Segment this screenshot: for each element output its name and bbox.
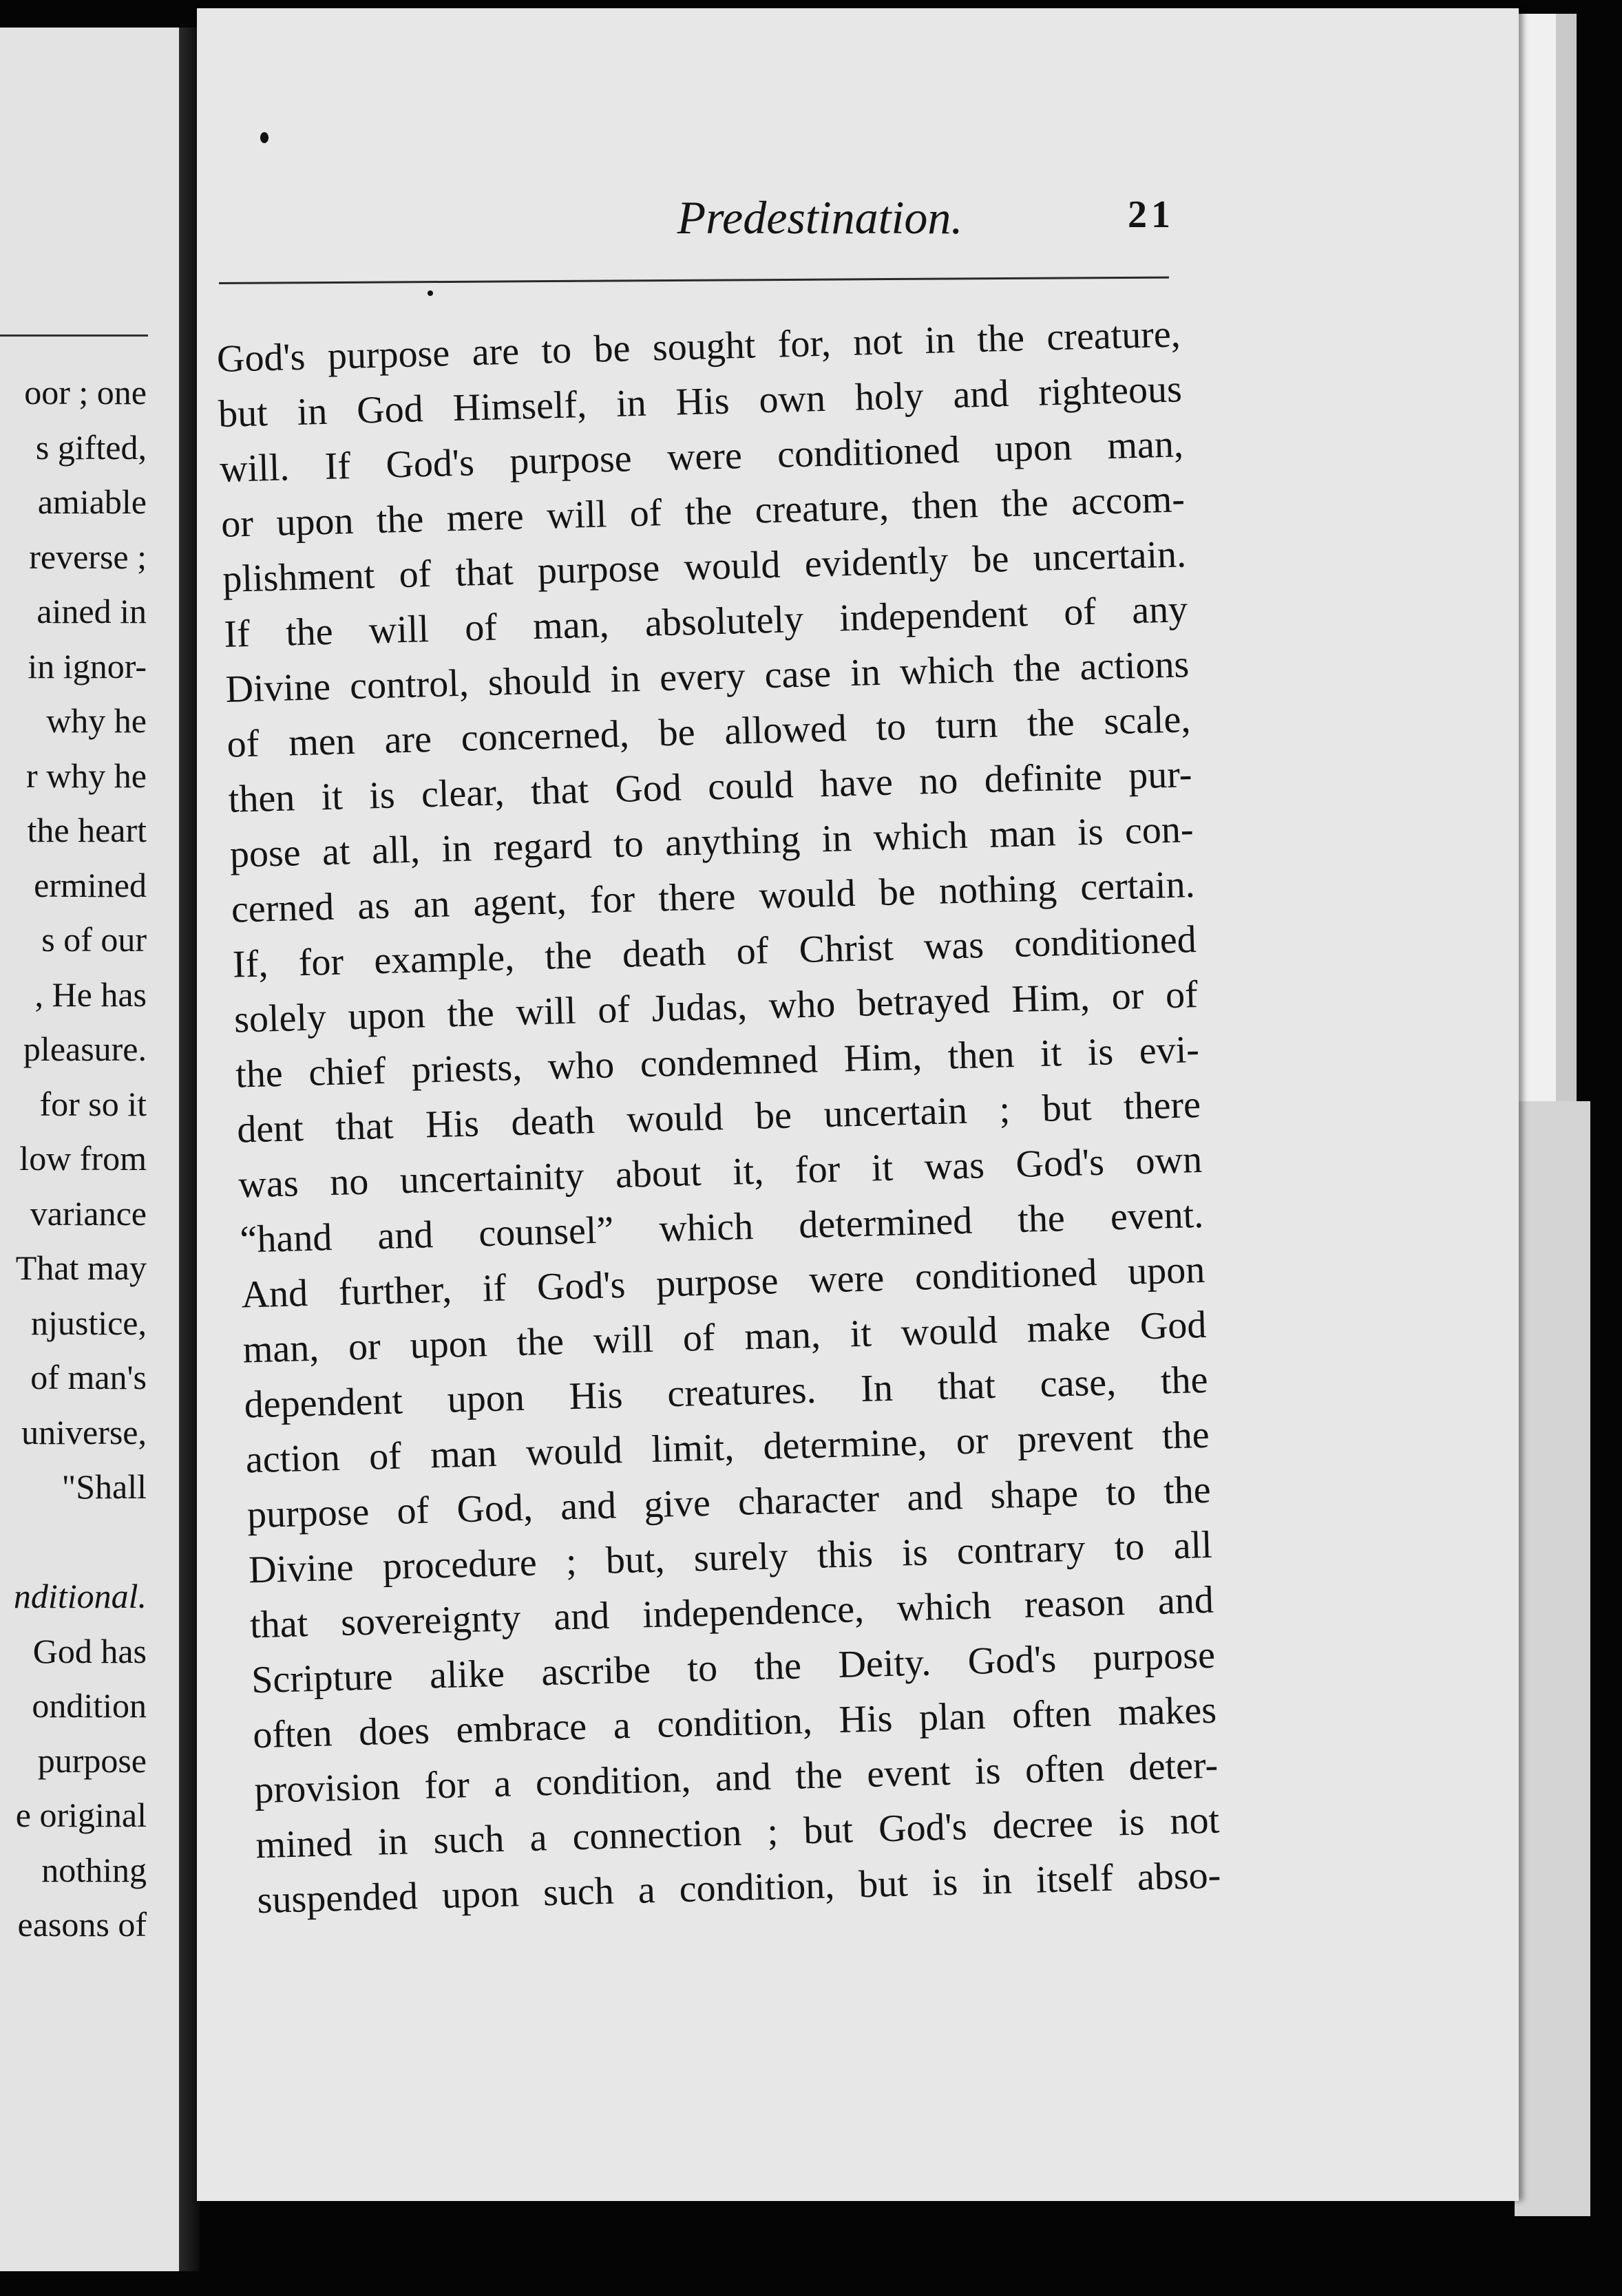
previous-page-line: for so it (39, 1084, 147, 1123)
previous-page-line: njustice, (30, 1303, 147, 1342)
previous-page-line: , He has (34, 975, 147, 1014)
body-line: but in God Himself, in His own holy and righteous (218, 368, 1183, 436)
previous-page-line: ained in (36, 592, 147, 630)
body-line: action of man would limit, determine, or prevent the (245, 1413, 1210, 1482)
body-line: suspended upon such a condition, but is in itself abso- (256, 1853, 1222, 1922)
previous-page-line: nditional. (13, 1577, 147, 1615)
previous-page-line: s gifted, (35, 427, 147, 467)
page (197, 8, 1519, 2201)
body-line: purpose of God, and give character and shape to the (246, 1468, 1212, 1537)
previous-page-line: low from (19, 1139, 147, 1178)
previous-page-line: God has (32, 1631, 147, 1670)
ink-speck (428, 290, 433, 296)
previous-page-line: in ignor- (28, 646, 147, 685)
body-line: that sovereignty and independence, which reason and (249, 1578, 1214, 1647)
body-line: or upon the mere will of the creature, then the accom- (220, 478, 1186, 546)
body-line: provision for a condition, and the event is often deter- (253, 1743, 1219, 1812)
previous-page-line: reverse ; (29, 537, 147, 576)
previous-page-line: the heart (27, 811, 147, 849)
previous-page-line: why he (46, 701, 147, 740)
previous-page-line: nothing (41, 1850, 147, 1889)
previous-page-line: pleasure. (23, 1030, 147, 1068)
previous-page-line: s of our (41, 920, 147, 959)
body-line: “hand and counsel” which determined the event. (239, 1193, 1204, 1262)
body-line: was no uncertainity about it, for it was God's own (238, 1138, 1203, 1207)
previous-page-line: easons of (17, 1905, 147, 1944)
previous-page-line: oor ; one (24, 373, 147, 412)
header-rule (219, 277, 1169, 284)
body-line: mined in such a connection ; but God's decree is not (255, 1798, 1220, 1867)
back-page-edge-lower (1515, 1101, 1590, 2216)
body-line: will. If God's purpose were conditioned upon man, (219, 423, 1184, 491)
body-line: God's purpose are to be sought for, not in the creature, (216, 312, 1181, 381)
previous-page-line: "Shall (61, 1467, 147, 1506)
previous-page (0, 28, 197, 2271)
previous-page-line: purpose (37, 1741, 147, 1780)
body-line: often does embrace a condition, His plan often makes (252, 1688, 1217, 1757)
body-line: If the will of man, absolutely independent of any (223, 588, 1188, 656)
body-line: cerned as an agent, for there would be nothing certain. (231, 863, 1196, 931)
body-line: of men are concerned, be allowed to turn the scale, (226, 698, 1192, 766)
running-head: Predestination. (677, 191, 963, 244)
previous-page-line: ondition (32, 1686, 147, 1725)
previous-page-line: e original (15, 1796, 147, 1834)
previous-page-line: of man's (30, 1358, 147, 1396)
body-line: Scripture alike ascribe to the Deity. God's purpose (251, 1633, 1216, 1702)
body-line: the chief priests, who condemned Him, then it is evi- (235, 1028, 1200, 1096)
body-line: Divine procedure ; but, surely this is contrary to all (248, 1523, 1213, 1592)
previous-page-line: That may (15, 1248, 147, 1287)
body-line: man, or upon the will of man, it would make God (242, 1303, 1208, 1372)
page-number: 21 (1128, 193, 1175, 236)
body-line: then it is clear, that God could have no definite pur- (227, 753, 1193, 821)
previous-page-line: ermined (34, 865, 147, 904)
previous-page-line: amiable (37, 482, 147, 521)
previous-page-line: universe, (21, 1412, 147, 1452)
previous-page-line: r why he (26, 756, 147, 795)
previous-page-rule (0, 334, 148, 337)
ink-speck (260, 132, 268, 143)
body-line: dependent upon His creatures. In that case, the (244, 1358, 1209, 1427)
body-line: pose at all, in regard to anything in which man is con- (229, 808, 1194, 876)
body-line: plishment of that purpose would evidently be uncertain. (222, 533, 1187, 601)
body-line: solely upon the will of Judas, who betrayed Him, or of (233, 973, 1199, 1041)
body-line: Divine control, should in every case in which the actions (224, 643, 1190, 711)
body-text (216, 306, 1263, 1928)
body-line: dent that His death would be uncertain ; but there (236, 1083, 1201, 1151)
body-line: If, for example, the death of Christ was conditioned (232, 918, 1197, 986)
body-line: And further, if God's purpose were conditioned upon (240, 1248, 1205, 1317)
previous-page-line: variance (30, 1193, 147, 1233)
